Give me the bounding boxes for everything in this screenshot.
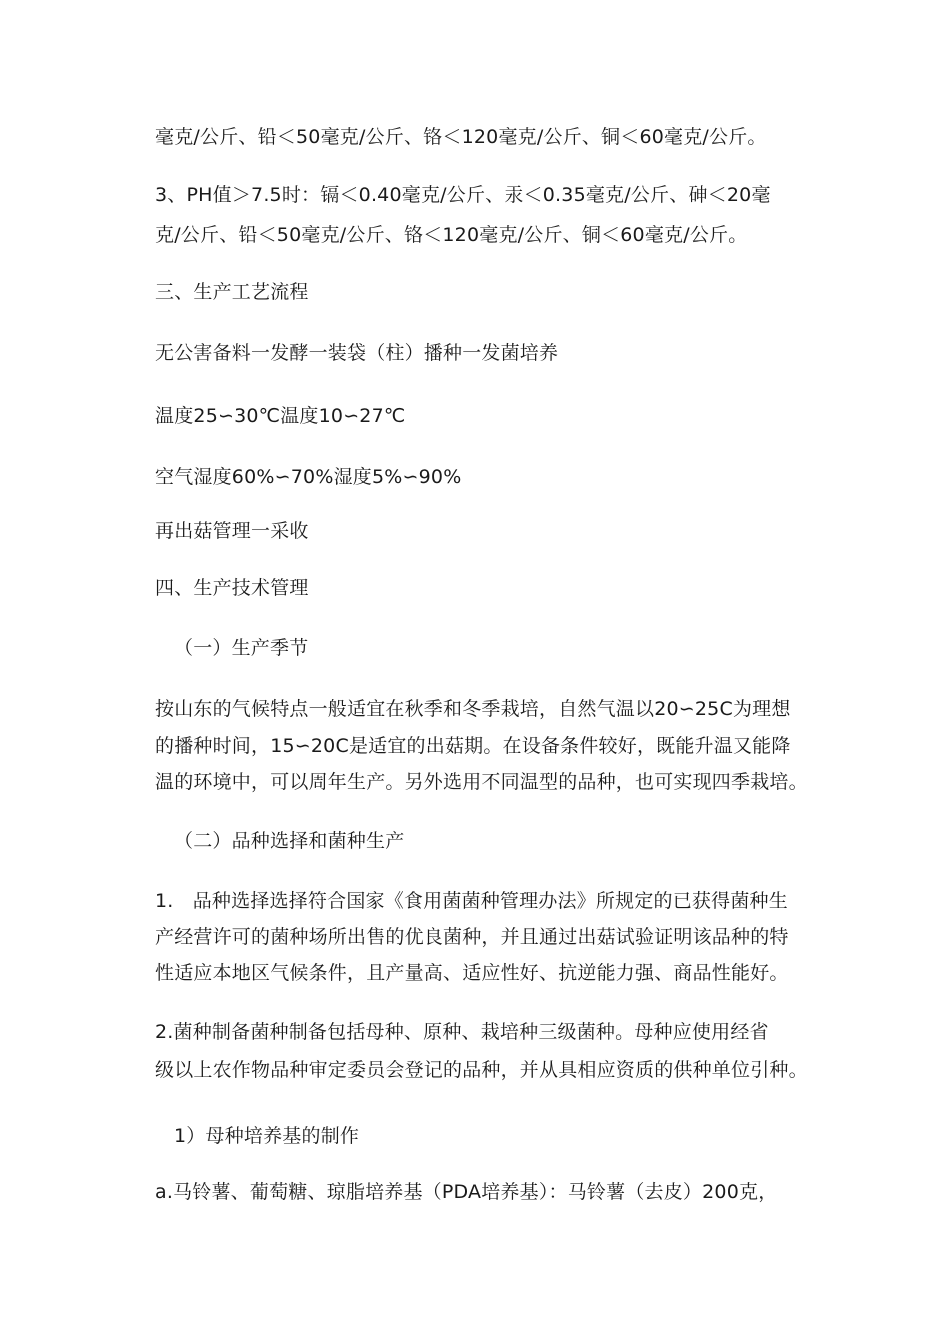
section-heading: 四、生产技术管理: [155, 577, 309, 599]
text-line: 按山东的气候特点一般适宜在秋季和冬季栽培，自然气温以20∽25C为理想: [155, 698, 791, 720]
text-line: 产经营许可的菌种场所出售的优良菌种，并且通过出菇试验证明该品种的特: [155, 926, 789, 948]
text-line: 2.菌种制备菌种制备包括母种、原种、栽培种三级菌种。母种应使用经省: [155, 1021, 769, 1043]
subsection-heading: （二）品种选择和菌种生产: [174, 830, 405, 852]
text-line: 性适应本地区气候条件，且产量高、适应性好、抗逆能力强、商品性能好。: [155, 962, 789, 984]
text-line: 级以上农作物品种审定委员会登记的品种，并从具相应资质的供种单位引种。: [155, 1059, 808, 1081]
text-line: 克/公斤、铅＜50毫克/公斤、铬＜120毫克/公斤、铜＜60毫克/公斤。: [155, 224, 748, 246]
text-line: 3、PH值＞7.5时：镉＜0.40毫克/公斤、汞＜0.35毫克/公斤、砷＜20毫: [155, 184, 771, 206]
text-line: 1. 品种选择选择符合国家《食用菌菌种管理办法》所规定的已获得菌种生: [155, 890, 788, 912]
text-line: 再出菇管理一采收: [155, 520, 309, 542]
text-line: 毫克/公斤、铅＜50毫克/公斤、铬＜120毫克/公斤、铜＜60毫克/公斤。: [155, 126, 767, 148]
text-line: 空气湿度60%∽70%湿度5%∽90%: [155, 466, 462, 488]
text-line: 温度25∽30℃温度10∽27℃: [155, 405, 406, 427]
section-heading: 三、生产工艺流程: [155, 281, 309, 303]
text-line: a.马铃薯、葡萄糖、琼脂培养基（PDA培养基）：马铃薯（去皮）200克，: [155, 1181, 778, 1203]
subsection-heading: （一）生产季节: [174, 637, 309, 659]
text-line: 温的环境中，可以周年生产。另外选用不同温型的品种，也可实现四季栽培。: [155, 771, 808, 793]
subsection-heading: 1）母种培养基的制作: [174, 1125, 360, 1147]
text-line: 无公害备料一发酵一装袋（柱）播种一发菌培养: [155, 342, 559, 364]
text-line: 的播种时间，15∽20C是适宜的出菇期。在设备条件较好，既能升温又能降: [155, 735, 791, 757]
